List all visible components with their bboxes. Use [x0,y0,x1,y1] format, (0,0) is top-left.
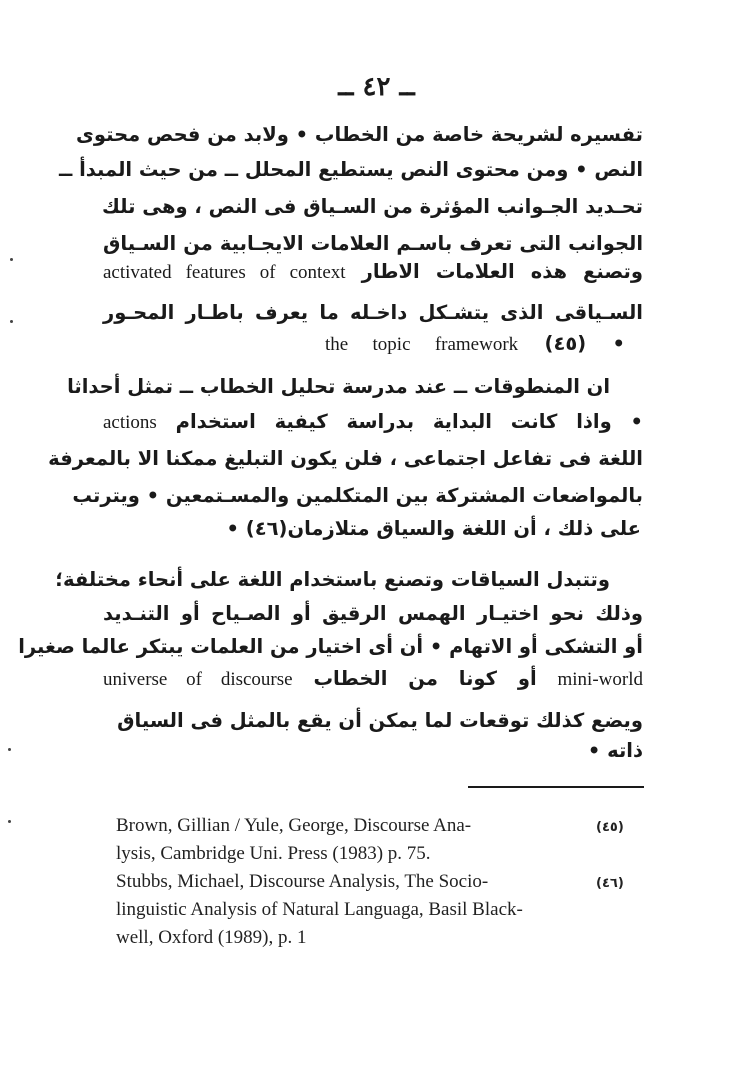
body-line: ذاته • [587,739,643,762]
body-line: ان المنطوقات ــ عند مدرسة تحليل الخطاب ــ تمثل أحداثا [67,375,610,398]
footnote-line: Stubbs, Michael, Discourse Analysis, The Socio- [116,871,489,892]
body-line: على ذلك ، أن اللغة والسياق متلازمان(٤٦) • [226,517,641,540]
body-line: وذلك نحو اختيـار الهمس الرقيق أو الصـياح أو التنـديد [103,602,643,625]
body-line-mixed [325,327,625,362]
arabic-segment: • واذا كانت البداية بدراسة كيفية استخدام [175,410,643,433]
english-term: universe of discourse [103,669,293,690]
footnote-marker: (٤٥) [596,820,624,835]
footnote-line: Brown, Gillian / Yule, George, Discourse Ana- [116,815,472,836]
footnote-ref: • (٤٥) [544,332,625,355]
footnote-rule [468,786,644,788]
body-line: ويضع كذلك توقعات لما يمكن أن يقع بالمثل فى السياق [117,709,643,732]
body-line: تحـديد الجـوانب المؤثرة من السـياق فى النص ، وهى تلك [102,195,643,218]
arabic-segment: وتصنع هذه العلامات الاطار [361,260,643,283]
scan-speck [8,820,11,823]
footnote [116,868,636,952]
scan-speck [10,258,13,261]
english-term: actions [103,412,157,433]
english-term: activated features of context [103,262,346,283]
english-term: the topic framework [325,334,519,355]
english-term: mini-world [557,669,643,690]
footnote-line: linguistic Analysis of Natural Languaga, Basil Black- [116,899,523,920]
scan-speck [8,748,11,751]
body-line: بالمواضعات المشتركة بين المتكلمين والمسـتمعين • ويترتب [72,484,643,507]
body-line: الجوانب التى تعرف باسـم العلامات الايجـابية من السـياق [103,232,643,255]
footnote-marker: (٤٦) [596,876,624,891]
footnote-line: lysis, Cambridge Uni. Press (1983) p. 75. [116,843,431,864]
arabic-segment: أو كونا من الخطاب [313,667,537,690]
body-line: النص • ومن محتوى النص يستطيع المحلل ــ من حيث المبدأ ــ [58,158,643,181]
body-line-mixed [103,405,643,440]
body-line: وتتبدل السياقات وتصنع باستخدام اللغة على أنحاء مختلفة؛ [55,568,610,591]
body-line: تفسيره لشريحة خاصة من الخطاب • ولابد من فحص محتوى [76,123,643,146]
footnote [116,812,636,868]
body-line: اللغة فى تفاعل اجتماعى ، فلن يكون التبليغ ممكنا الا بالمعرفة [48,447,643,470]
footnote-line: well, Oxford (1989), p. 1 [116,927,307,948]
body-line-mixed [103,255,643,290]
body-line: أو التشكى أو الاتهام • أن أى اختيار من العلمات يبتكر عالما صغيرا [18,635,643,658]
body-line-mixed [103,662,643,697]
scan-speck [10,320,13,323]
body-line: السـياقى الذى يتشـكل داخـله ما يعرف باطـار المحـور [103,301,643,324]
page-number: ــ ٤٢ ــ [338,72,415,102]
